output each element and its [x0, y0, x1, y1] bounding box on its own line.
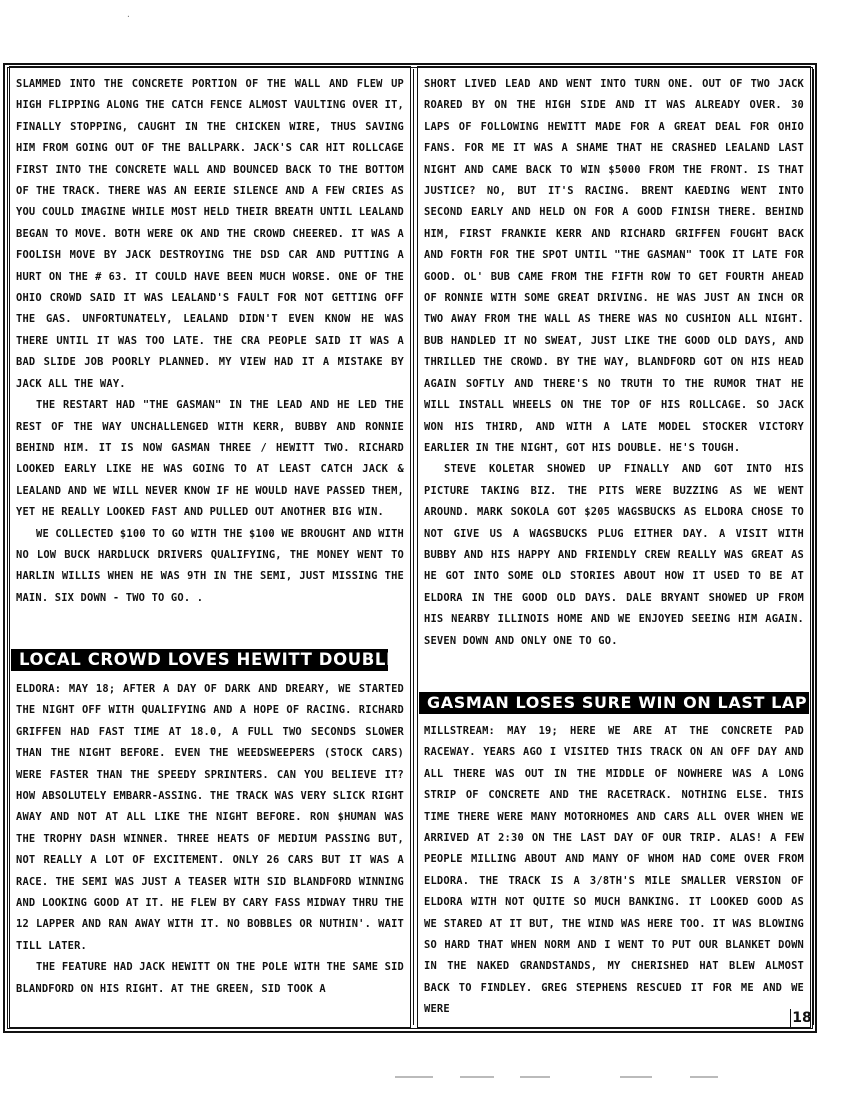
right-paragraph-3: MILLSTREAM: MAY 19; HERE WE ARE AT THE CONCRETE PAD RACEWAY. YEARS AGO I VISITED THIS TRACK ON AN OFF DAY AND ALL THERE WAS OUT IN THE MIDDLE OF NOWHERE WAS A LONG STRIP OF CONCRETE AND THE RACETRACK. NOTHING ELSE. THIS TIME THERE WERE MANY MOTORHOMES AND CARS ALL OVER WHEN WE ARRIVED AT 2:30 ON THE LAST DAY OF OUR TRIP. ALAS! A FEW PEOPLE MILLING ABOUT AND MANY OF WHOM HAD COME OVER FROM ELDORA. THE TRACK IS A 3/8TH'S MILE SMALLER VERSION OF ELDORA WITH NOT QUITE SO MUCH BANKING. IT LOOKED GOOD AS WE STARED AT IT BUT, THE WIND WAS HERE TOO. IT WAS BLOWING SO HARD THAT WHEN NORM AND I WENT TO PUT OUR BLANKET DOWN IN THE NAKED GRANDSTANDS, MY CHERISHED HAT BLEW ALMOST BACK TO FINDLEY. GREG STEPHENS RESCUED IT FOR ME AND WE WERE — [424, 725, 804, 1016]
left-column — [9, 66, 411, 1028]
left-paragraph-3: WE COLLECTED $100 TO GO WITH THE $100 WE BROUGHT AND WITH NO LOW BUCK HARDLUCK DRIVERS QUALIFYING, THE MONEY WENT TO HARLIN WILLIS WHEN HE WAS 9TH IN THE SEMI, JUST MISSING THE MAIN. SIX DOWN - TWO TO GO. . — [16, 527, 404, 604]
headline-gasman-loses: GASMAN LOSES SURE WIN ON LAST LAP — [419, 692, 809, 714]
headline-local-crowd: LOCAL CROWD LOVES HEWITT DOUBLE — [11, 649, 388, 671]
left-paragraph-1: SLAMMED INTO THE CONCRETE PORTION OF THE WALL AND FLEW UP HIGH FLIPPING ALONG THE CATCH FENCE ALMOST VAULTING OVER IT, FINALLY STOPPING, CAUGHT IN THE CHICKEN WIRE, THUS SAVING HIM FROM GOING OUT OF THE BALLPARK. JACK'S CAR HIT ROLLCAGE FIRST INTO THE CONCRETE WALL AND BOUNCED BACK TO THE BOTTOM OF THE TRACK. THERE WAS AN EERIE SILENCE AND A FEW CRIES AS YOU COULD IMAGINE WHILE MOST HELD THEIR BREATH UNTIL LEALAND BEGAN TO MOVE. BOTH WERE OK AND THE CROWD CHEERED. IT WAS A FOOLISH MOVE BY JACK DESTROYING THE DSD CAR AND PUTTING A HURT ON THE # 63. IT COULD HAVE BEEN MUCH WORSE. ONE OF THE OHIO CROWD SAID IT WAS LEALAND'S FAULT FOR NOT GETTING OFF THE GAS. UNFORTUNATELY, LEALAND DIDN'T EVEN KNOW HE WAS THERE UNTIL IT WAS TOO LATE. THE CRA PEOPLE SAID IT WAS A BAD SLIDE JOB POORLY PLANNED. MY VIEW HAD IT A MISTAKE BY JACK ALL THE WAY. — [16, 78, 404, 390]
right-paragraph-1: SHORT LIVED LEAD AND WENT INTO TURN ONE. OUT OF TWO JACK ROARED BY ON THE HIGH SIDE AND IT WAS ALREADY OVER. 30 LAPS OF FOLLOWING HEWITT MADE FOR A GREAT DEAL FOR OHIO FANS. FOR ME IT WAS A SHAME THAT HE CRASHED LEALAND LAST NIGHT AND CAME BACK TO WIN $5000 FROM THE FRONT. IS THAT JUSTICE? NO, BUT IT'S RACING. BRENT KAEDING WENT INTO SECOND EARLY AND HELD ON FOR A GOOD FINISH THERE. BEHIND HIM, FIRST FRANKIE KERR AND RICHARD GRIFFEN FOUGHT BACK AND FORTH FOR THE SPOT UNTIL "THE GASMAN" TOOK IT LATE FOR GOOD. OL' BUB CAME FROM THE FIFTH ROW TO GET FOURTH AHEAD OF RONNIE WITH SOME GREAT DRIVING. HE WAS JUST AN INCH OR TWO AWAY FROM THE WALL AS THERE WAS NO CUSHION ALL NIGHT. BUB HANDLED IT NO SWEAT, JUST LIKE THE GOOD OLD DAYS, AND THRILLED THE CROWD. BY THE WAY, BLANDFORD GOT ON HIS HEAD AGAIN SOFTLY AND THERE'S NO TRUTH TO THE RUMOR THAT HE WILL INSTALL WHEELS ON THE TOP OF HIS ROLLCAGE. SO JACK WON HIS THIRD, AND WITH A LATE MODEL STOCKER VICTORY EARLIER IN THE NIGHT, GOT HIS DOUBLE. HE'S TOUGH. — [424, 78, 804, 454]
registration-mark: · — [126, 12, 131, 21]
scan-artifact — [395, 1076, 433, 1078]
scan-artifact — [460, 1076, 494, 1078]
right-paragraph-2: STEVE KOLETAR SHOWED UP FINALLY AND GOT INTO HIS PICTURE TAKING BIZ. THE PITS WERE BUZZING AS WE WENT AROUND. MARK SOKOLA GOT $205 WAGSBUCKS AS ELDORA CHOSE TO NOT GIVE US A WAGSBUCKS PLUG EITHER DAY. A VISIT WITH BUBBY AND HIS HAPPY AND FRIENDLY CREW REALLY WAS GREAT AS HE GOT INTO SOME OLD STORIES ABOUT HOW IT USED TO BE AT ELDORA IN THE GOOD OLD DAYS. DALE BRYANT SHOWED UP FROM HIS NEARBY ILLINOIS HOME AND WE ENJOYED SEEING HIM AGAIN. SEVEN DOWN AND ONLY ONE TO GO. — [424, 463, 804, 647]
scan-artifact — [690, 1076, 718, 1078]
scan-artifact — [620, 1076, 652, 1078]
left-paragraph-2: THE RESTART HAD "THE GASMAN" IN THE LEAD AND HE LED THE REST OF THE WAY UNCHALLENGED WITH KERR, BUBBY AND RONNIE BEHIND HIM. IT IS NOW GASMAN THREE / HEWITT TWO. RICHARD LOOKED EARLY LIKE HE WAS GOING TO AT LEAST CATCH JACK & LEALAND AND WE WILL NEVER KNOW IF HE WOULD HAVE PASSED THEM, YET HE REALLY LOOKED FAST AND PULLED OUT ANOTHER BIG WIN. — [16, 399, 404, 519]
left-column-text-top — [16, 74, 404, 609]
right-column-text-bottom — [424, 721, 804, 1021]
right-column-text-top — [424, 74, 804, 652]
page-number: 18 — [790, 1009, 813, 1027]
left-paragraph-5: THE FEATURE HAD JACK HEWITT ON THE POLE WITH THE SAME SID BLANDFORD ON HIS RIGHT. AT THE GREEN, SID TOOK A — [16, 961, 404, 995]
left-column-text-bottom — [16, 679, 404, 1000]
right-column — [417, 66, 811, 1028]
scan-artifact — [520, 1076, 550, 1078]
left-paragraph-4: ELDORA: MAY 18; AFTER A DAY OF DARK AND DREARY, WE STARTED THE NIGHT OFF WITH QUALIFYING AND A HOPE OF RACING. RICHARD GRIFFEN HAD FAST TIME AT 18.0, A FULL TWO SECONDS SLOWER THAN THE NIGHT BEFORE. EVEN THE WEEDSWEEPERS (STOCK CARS) WERE FASTER THAN THE SPEEDY SPRINTERS. CAN YOU BELIEVE IT? HOW ABSOLUTELY EMBARR-ASSING. THE TRACK WAS VERY SLICK RIGHT AWAY AND NOT AT ALL LIKE THE NIGHT BEFORE. RON $HUMAN WAS THE TROPHY DASH WINNER. THREE HEATS OF MEDIUM PASSING BUT, NOT REALLY A LOT OF EXCITEMENT. ONLY 26 CARS BUT IT WAS A RACE. THE SEMI WAS JUST A TEASER WITH SID BLANDFORD WINNING AND LOOKING GOOD AT IT. HE FLEW BY CARY FASS MIDWAY THRU THE 12 LAPPER AND RAN AWAY WITH IT. NO BOBBLES OR NUTHIN'. WAIT TILL LATER. — [16, 683, 404, 952]
